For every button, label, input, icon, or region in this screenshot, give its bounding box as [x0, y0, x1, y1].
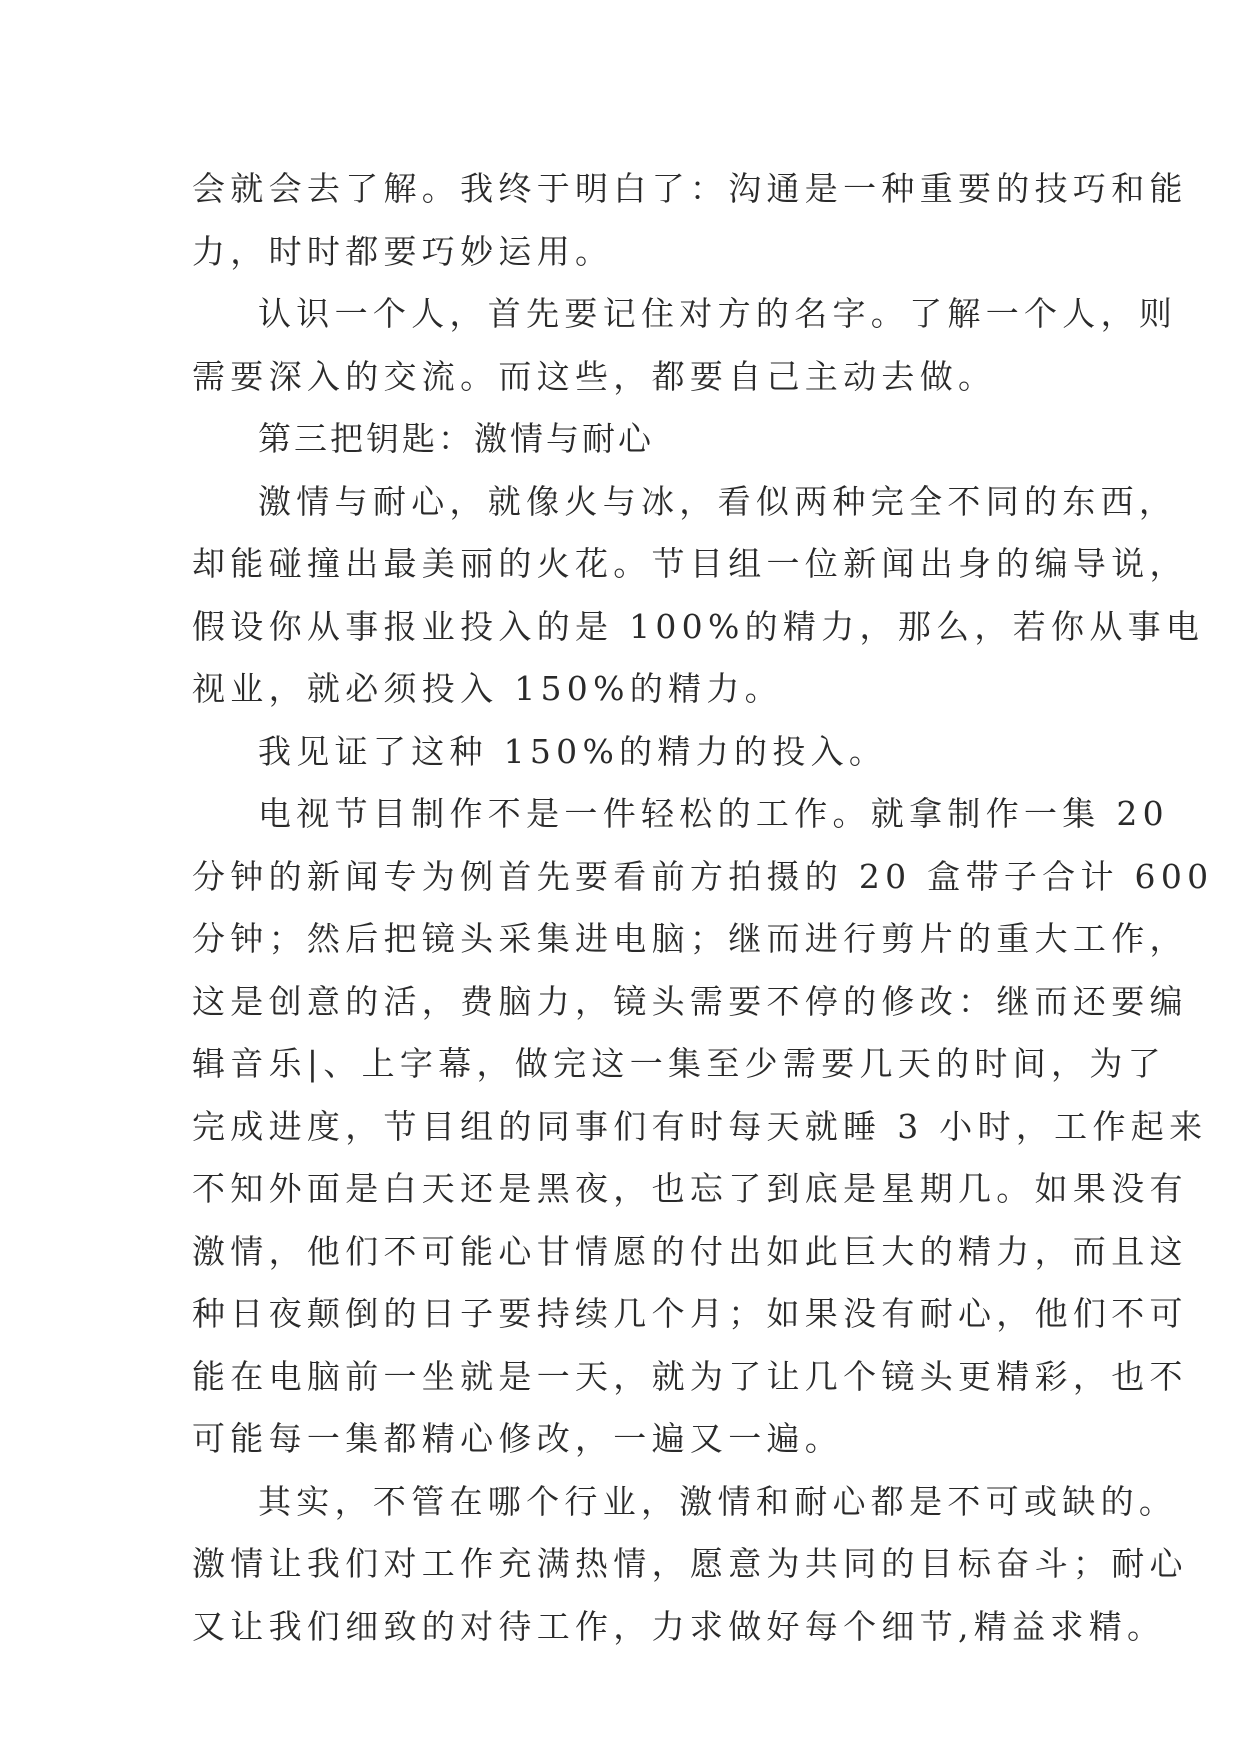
text-line: 会就会去了解。我终于明白了：沟通是一种重要的技巧和能: [192, 169, 1188, 208]
paragraph-first-line: 其实，不管在哪个行业，激情和耐心都是不可或缺的。: [258, 1481, 1178, 1521]
paragraph-first-line: 电视节目制作不是一件轻松的工作。就拿制作一集 20: [258, 794, 1169, 833]
text-line: 分钟的新闻专为例首先要看前方拍摄的 20 盒带子合计 600: [192, 856, 1214, 896]
text-line: 不知外面是白天还是黑夜，也忘了到底是星期几。如果没有: [192, 1169, 1188, 1208]
text-line: 种日夜颠倒的日子要持续几个月；如果没有耐心，他们不可: [192, 1294, 1188, 1333]
section-heading: 第三把钥匙：激情与耐心: [258, 419, 654, 458]
text-line: 激情让我们对工作充满热情，愿意为共同的目标奋斗；耐心: [192, 1544, 1188, 1583]
paragraph-first-line: 激情与耐心，就像火与冰，看似两种完全不同的东西，: [258, 481, 1178, 521]
text-line: 力，时时都要巧妙运用。: [192, 231, 614, 271]
document-body: [192, 158, 1214, 1658]
text-line: 辑音乐|、上字幕，做完这一集至少需要几天的时间，为了: [192, 1044, 1166, 1083]
text-line: 能在电脑前一坐就是一天，就为了让几个镜头更精彩，也不: [192, 1356, 1188, 1396]
text-line: 需要深入的交流。而这些，都要自己主动去做。: [192, 356, 997, 396]
text-line: 又让我们细致的对待工作，力求做好每个细节,精益求精。: [192, 1606, 1166, 1646]
text-line: 这是创意的活，费脑力，镜头需要不停的修改：继而还要编: [192, 981, 1188, 1021]
paragraph-first-line: 我见证了这种 150%的精力的投入。: [258, 731, 888, 771]
text-line: 激情，他们不可能心甘情愿的付出如此巨大的精力，而且这: [192, 1231, 1188, 1271]
text-line: 视业，就必须投入 150%的精力。: [192, 669, 783, 708]
paragraph-first-line: 认识一个人，首先要记住对方的名字。了解一个人，则: [258, 294, 1178, 333]
text-line: 完成进度，节目组的同事们有时每天就睡 3 小时，工作起来: [192, 1106, 1208, 1146]
text-line: 可能每一集都精心修改，一遍又一遍。: [192, 1419, 844, 1458]
text-line: 分钟；然后把镜头采集进电脑；继而进行剪片的重大工作，: [192, 919, 1188, 958]
text-line: 却能碰撞出最美丽的火花。节目组一位新闻出身的编导说，: [192, 544, 1188, 583]
text-line: 假设你从事报业投入的是 100%的精力，那么，若你从事电: [192, 606, 1205, 646]
